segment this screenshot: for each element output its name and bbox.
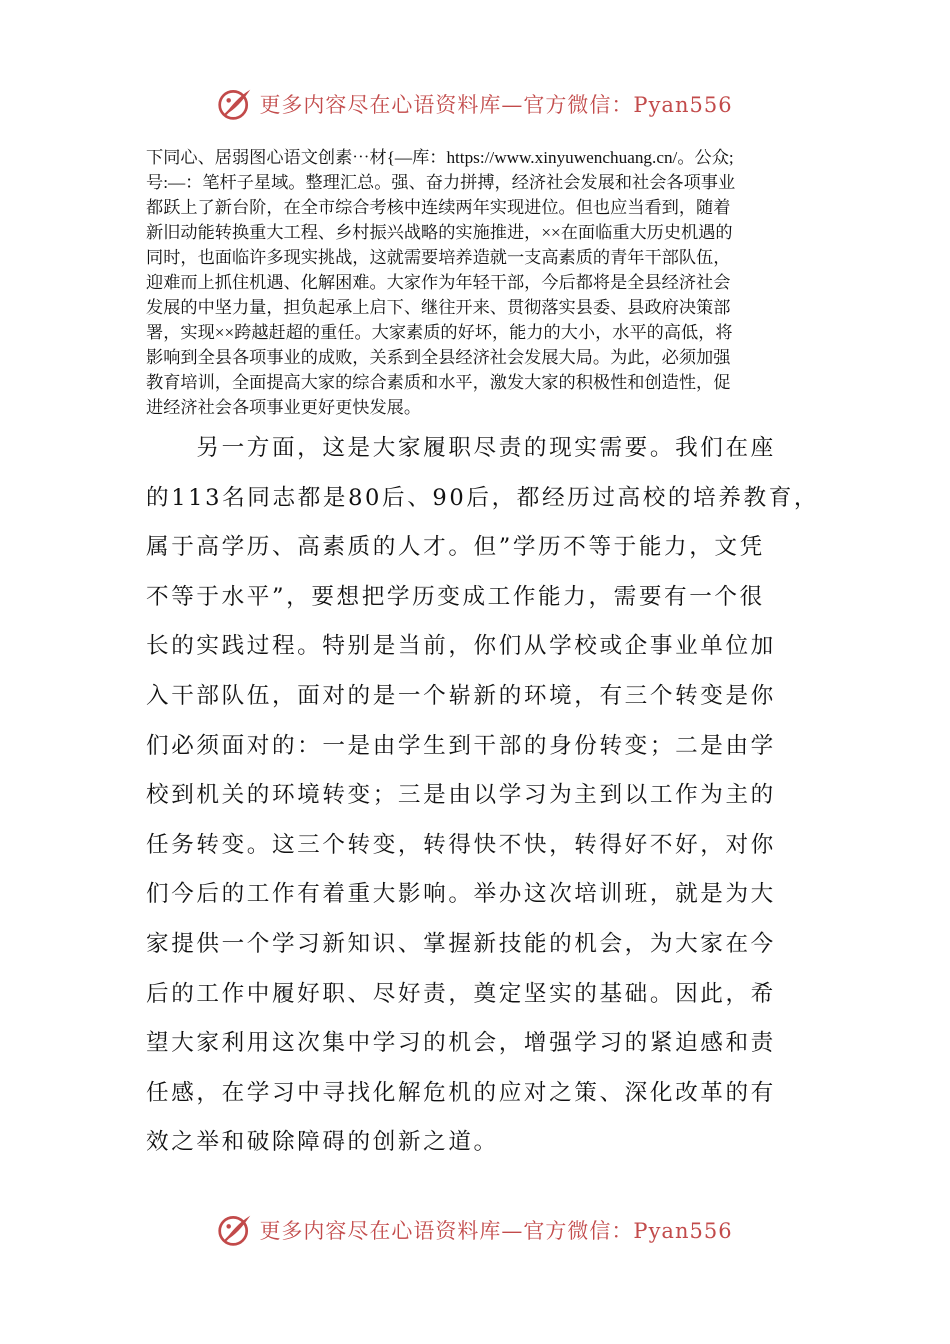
paragraph-2-line: 入干部队伍，面对的是一个崭新的环境，有三个转变是你 <box>146 682 776 709</box>
paragraph-2-line: 效之举和破除障碍的创新之道。 <box>146 1129 499 1156</box>
paragraph-1-line: 署，实现××跨越赶超的重任。大家素质的好坏，能力的大小，水平的高低，将 <box>146 323 733 342</box>
paragraph-2-line: 不等于水平”，要想把学历变成工作能力，需要有一个很 <box>146 583 765 610</box>
paragraph-2 <box>146 424 820 1168</box>
paragraph-1-line: 都跃上了新台阶，在全市综合考核中连续两年实现进位。但也应当看到，随着 <box>146 198 731 217</box>
quill-logo-icon <box>217 1212 253 1248</box>
paragraph-1-line: 教育培训，全面提高大家的综合素质和水平，激发大家的积极性和创造性，促 <box>146 373 731 392</box>
footer-banner-text: 更多内容尽在心语资料库—官方微信：Pyan556 <box>259 1219 733 1243</box>
paragraph-1-line: 发展的中坚力量，担负起承上启下、继往开来、贯彻落实县委、县政府决策部 <box>146 298 731 317</box>
paragraph-2-line: 任务转变。这三个转变，转得快不快，转得好不好，对你 <box>146 831 776 858</box>
paragraph-2-line: 们必须面对的：一是由学生到干部的身份转变；二是由学 <box>146 732 776 759</box>
paragraph-1-line: 影响到全县各项事业的成败，关系到全县经济社会发展大局。为此，必须加强 <box>146 348 731 367</box>
paragraph-2-line: 后的工作中履好职、尽好责，奠定坚实的基础。因此，希 <box>146 980 776 1007</box>
quill-logo-icon <box>217 86 253 122</box>
paragraph-2-line: 任感，在学习中寻找化解危机的应对之策、深化改革的有 <box>146 1079 776 1106</box>
paragraph-2-line: 另一方面，这是大家履职尽责的现实需要。我们在座 <box>146 435 776 461</box>
paragraph-1-line: 下同心、居弱图心语文创素⋯材{—库：https://www.xinyuwenchuang.cn/。公众; <box>146 148 734 167</box>
footer-banner <box>0 1210 950 1250</box>
paragraph-2-line: 属于高学历、高素质的人才。但”学历不等于能力，文凭 <box>146 534 765 561</box>
paragraph-2-line: 家提供一个学习新知识、掌握新技能的机会，为大家在今 <box>146 930 776 957</box>
paragraph-1-line: 迎难而上抓住机遇、化解困难。大家作为年轻干部，今后都将是全县经济社会 <box>146 273 731 292</box>
header-banner-text: 更多内容尽在心语资料库—官方微信：Pyan556 <box>259 93 733 117</box>
paragraph-2-line: 们今后的工作有着重大影响。举办这次培训班，就是为大 <box>146 881 776 908</box>
paragraph-2-line: 的113名同志都是80后、90后，都经历过高校的培养教育， <box>146 484 820 511</box>
paragraph-1-line: 同时，也面临许多现实挑战，这就需要培养造就一支高素质的青年干部队伍， <box>146 248 731 267</box>
paragraph-1-line: 进经济社会各项事业更好更快发展。 <box>146 398 422 417</box>
paragraph-1 <box>146 145 810 420</box>
paragraph-1-line: 号:—：笔杆子星域。整理汇总。强、奋力拼搏，经济社会发展和社会各项事业 <box>146 173 736 192</box>
paragraph-2-line: 校到机关的环境转变；三是由以学习为主到以工作为主的 <box>146 782 776 809</box>
header-banner <box>0 84 950 124</box>
paragraph-2-line: 望大家利用这次集中学习的机会，增强学习的紧迫感和责 <box>146 1030 776 1057</box>
paragraph-1-line: 新旧动能转换重大工程、乡村振兴战略的实施推进，××在面临重大历史机遇的 <box>146 223 733 242</box>
paragraph-2-line: 长的实践过程。特别是当前，你们从学校或企事业单位加 <box>146 633 776 660</box>
